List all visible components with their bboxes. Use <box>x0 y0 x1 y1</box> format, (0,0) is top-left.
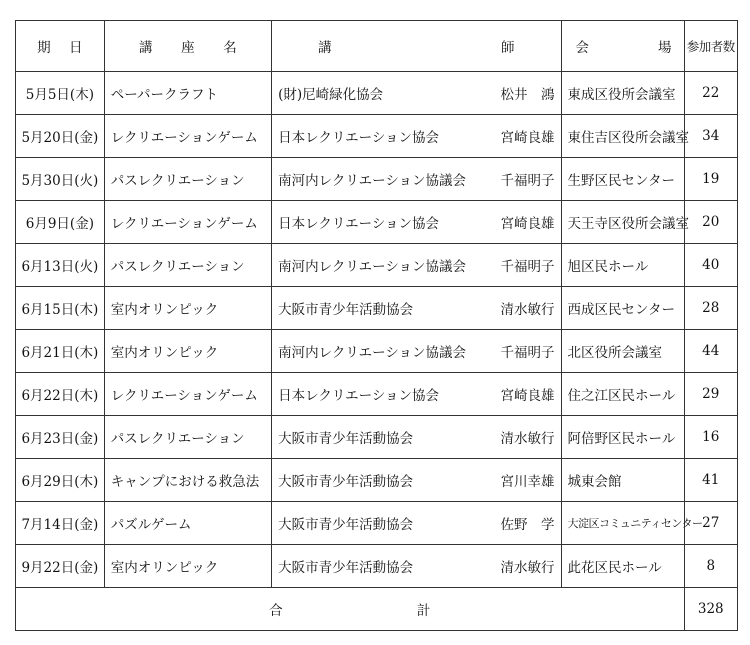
cell-count: 19 <box>684 158 737 201</box>
table-row <box>16 373 738 416</box>
table-row <box>16 244 738 287</box>
cell-venue: 城東会館 <box>561 459 684 502</box>
instructor-org: 大阪市青少年活動協会 <box>278 302 414 318</box>
instructor-name: 宮崎良雄 <box>500 216 555 232</box>
cell-date: 5月5日(木) <box>16 72 105 115</box>
total-label-char: 合 <box>269 603 283 619</box>
cell-venue: 旭区民ホール <box>561 244 684 287</box>
cell-venue: 東住吉区役所会議室 <box>561 115 684 158</box>
total-label <box>16 588 685 631</box>
cell-count: 8 <box>684 545 737 588</box>
cell-count: 27 <box>684 502 737 545</box>
cell-date: 6月29日(木) <box>16 459 105 502</box>
instructor-org: 南河内レクリエーション協議会 <box>278 259 467 275</box>
cell-count: 28 <box>684 287 737 330</box>
cell-venue: 生野区民センター <box>561 158 684 201</box>
table-row <box>16 158 738 201</box>
header-course <box>104 21 271 72</box>
cell-instructor <box>272 115 561 158</box>
cell-venue: 天王寺区役所会議室 <box>561 201 684 244</box>
cell-instructor <box>272 287 561 330</box>
cell-count: 34 <box>684 115 737 158</box>
instructor-name: 宮崎良雄 <box>500 130 555 146</box>
instructor-name: 宮崎良雄 <box>500 388 555 404</box>
cell-count: 29 <box>684 373 737 416</box>
header-date-char: 期 <box>37 40 51 56</box>
cell-venue: 大淀区コミュニティセンター <box>561 502 684 545</box>
cell-count: 20 <box>684 201 737 244</box>
cell-course: ペーパークラフト <box>104 72 271 115</box>
cell-instructor <box>272 502 561 545</box>
cell-date: 6月22日(木) <box>16 373 105 416</box>
total-row <box>16 588 738 631</box>
instructor-name: 千福明子 <box>500 173 555 189</box>
cell-course: レクリエーションゲーム <box>104 115 271 158</box>
total-label-char: 計 <box>416 603 431 619</box>
cell-date: 6月9日(金) <box>16 201 105 244</box>
instructor-org: 大阪市青少年活動協会 <box>278 560 414 576</box>
cell-instructor <box>272 545 561 588</box>
cell-venue: 此花区民ホール <box>561 545 684 588</box>
table-row <box>16 416 738 459</box>
table-row <box>16 502 738 545</box>
cell-course: 室内オリンピック <box>104 287 271 330</box>
table-row <box>16 287 738 330</box>
course-participation-table <box>15 20 738 631</box>
instructor-org: 大阪市青少年活動協会 <box>278 517 414 533</box>
cell-date: 5月30日(火) <box>16 158 105 201</box>
cell-date: 7月14日(金) <box>16 502 105 545</box>
instructor-org: 南河内レクリエーション協議会 <box>278 345 467 361</box>
header-instructor-char: 講 <box>318 40 332 56</box>
cell-course: レクリエーションゲーム <box>104 373 271 416</box>
table-row <box>16 201 738 244</box>
cell-date: 6月23日(金) <box>16 416 105 459</box>
header-venue-char: 場 <box>658 40 672 56</box>
cell-instructor <box>272 158 561 201</box>
cell-instructor <box>272 201 561 244</box>
cell-instructor <box>272 330 561 373</box>
cell-venue: 北区役所会議室 <box>561 330 684 373</box>
instructor-org: 日本レクリエーション協会 <box>278 388 440 404</box>
cell-instructor <box>272 373 561 416</box>
table-row <box>16 545 738 588</box>
table-row <box>16 115 738 158</box>
header-instructor-char: 師 <box>501 40 515 56</box>
table-row <box>16 330 738 373</box>
cell-date: 6月21日(木) <box>16 330 105 373</box>
cell-date: 5月20日(金) <box>16 115 105 158</box>
instructor-name: 清水敏行 <box>500 302 555 318</box>
instructor-org: (財)尼崎緑化協会 <box>278 87 384 103</box>
instructor-name: 清水敏行 <box>500 431 555 447</box>
header-course-char: 講 <box>139 40 153 56</box>
header-instructor <box>272 21 561 72</box>
table-row <box>16 72 738 115</box>
cell-instructor <box>272 459 561 502</box>
cell-count: 44 <box>684 330 737 373</box>
cell-date: 9月22日(金) <box>16 545 105 588</box>
cell-course: パスレクリエーション <box>104 244 271 287</box>
cell-instructor <box>272 72 561 115</box>
header-row <box>16 21 738 72</box>
instructor-name: 千福明子 <box>500 345 555 361</box>
instructor-org: 南河内レクリエーション協議会 <box>278 173 467 189</box>
cell-course: パスレクリエーション <box>104 416 271 459</box>
header-venue <box>561 21 684 72</box>
cell-count: 16 <box>684 416 737 459</box>
cell-course: レクリエーションゲーム <box>104 201 271 244</box>
instructor-name: 千福明子 <box>500 259 555 275</box>
header-course-char: 名 <box>223 40 237 56</box>
cell-date: 6月13日(火) <box>16 244 105 287</box>
instructor-name: 宮川幸雄 <box>500 474 555 490</box>
cell-course: キャンプにおける救急法 <box>104 459 271 502</box>
cell-date: 6月15日(木) <box>16 287 105 330</box>
instructor-name: 清水敏行 <box>500 560 555 576</box>
table-row <box>16 459 738 502</box>
instructor-org: 大阪市青少年活動協会 <box>278 431 414 447</box>
cell-venue: 阿倍野区民ホール <box>561 416 684 459</box>
instructor-org: 大阪市青少年活動協会 <box>278 474 414 490</box>
cell-instructor <box>272 244 561 287</box>
cell-instructor <box>272 416 561 459</box>
instructor-org: 日本レクリエーション協会 <box>278 216 440 232</box>
header-venue-char: 会 <box>575 40 590 56</box>
cell-course: パスレクリエーション <box>104 158 271 201</box>
cell-venue: 東成区役所会議室 <box>561 72 684 115</box>
header-date-char: 日 <box>69 40 83 56</box>
cell-count: 22 <box>684 72 737 115</box>
header-course-char: 座 <box>181 40 195 56</box>
header-date <box>16 21 105 72</box>
cell-venue: 住之江区民ホール <box>561 373 684 416</box>
cell-count: 40 <box>684 244 737 287</box>
cell-count: 41 <box>684 459 737 502</box>
instructor-org: 日本レクリエーション協会 <box>278 130 440 146</box>
cell-course: パズルゲーム <box>104 502 271 545</box>
cell-course: 室内オリンピック <box>104 545 271 588</box>
header-count: 参加者数 <box>684 21 737 72</box>
instructor-name: 佐野 学 <box>500 517 555 533</box>
total-count: 328 <box>684 588 737 631</box>
cell-venue: 西成区民センター <box>561 287 684 330</box>
cell-course: 室内オリンピック <box>104 330 271 373</box>
instructor-name: 松井 鴻 <box>500 87 555 103</box>
